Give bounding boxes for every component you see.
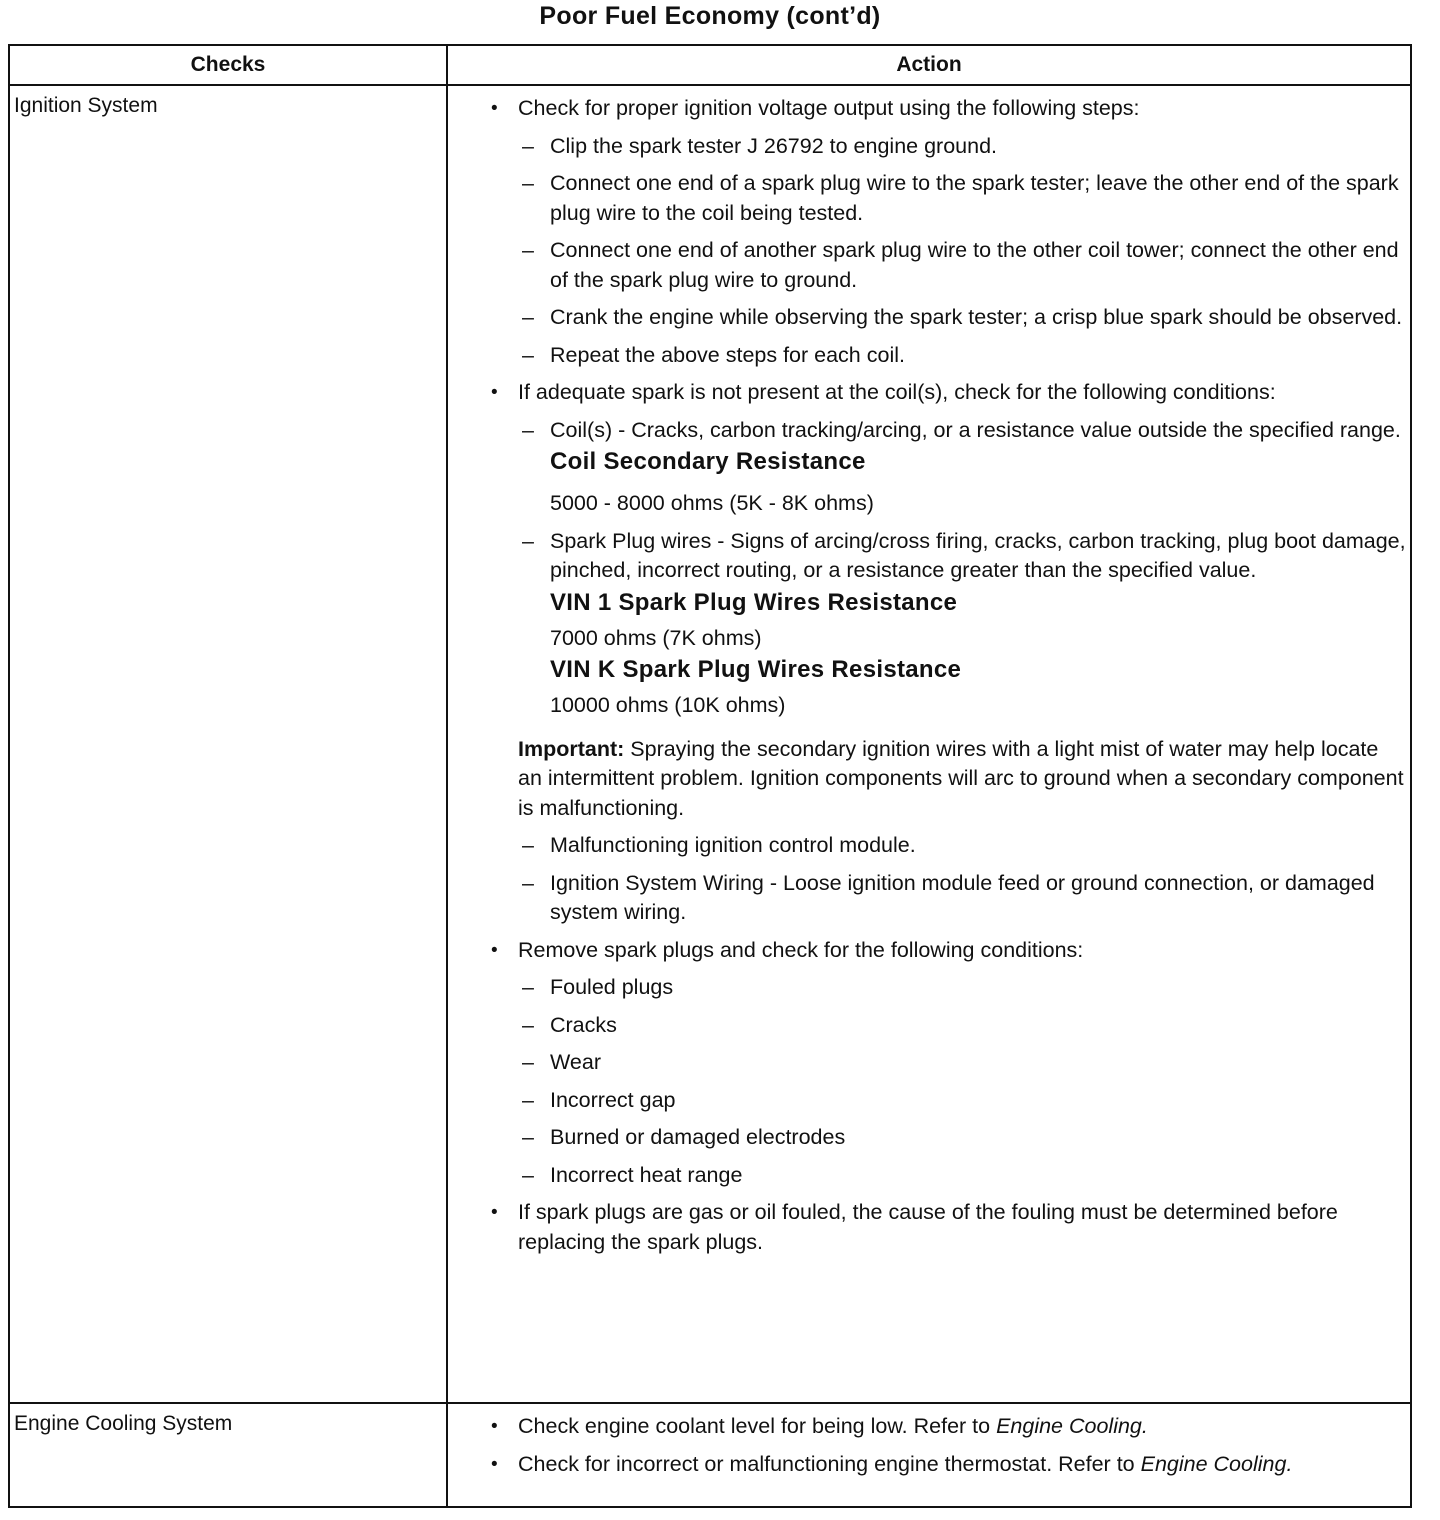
important-text: Spraying the secondary ignition wires with a light mist of water may help locate an intermittent problem. Ignition components will arc to ground when a secondary component is malfunctioning.: [518, 736, 1404, 820]
dash-item: – Incorrect gap: [448, 1086, 1406, 1116]
bullet-item: • If spark plugs are gas or oil fouled, the cause of the fouling must be determined before replacing the spark plugs.: [448, 1198, 1406, 1257]
dash-item: – Crank the engine while observing the spark tester; a crisp blue spark should be observed.: [448, 303, 1406, 333]
checks-column-header: Checks: [9, 45, 447, 85]
important-note: [448, 735, 1406, 824]
bullet-item: • Remove spark plugs and check for the following conditions:: [448, 936, 1406, 966]
page-title: Poor Fuel Economy (cont’d): [539, 2, 881, 30]
spec-value: 5000 - 8000 ohms (5K - 8K ohms): [550, 491, 874, 515]
dash-item: – Coil(s) - Cracks, carbon tracking/arcing, or a resistance value outside the specified range.: [448, 416, 1406, 446]
check-ignition-system: Ignition System: [9, 85, 447, 1403]
bullet-item: • If adequate spark is not present at the coil(s), check for the following conditions:: [448, 378, 1406, 408]
bullet-text: Check for incorrect or malfunctioning engine thermostat. Refer to: [518, 1451, 1141, 1476]
dash-item: – Burned or damaged electrodes: [448, 1123, 1406, 1153]
diagnostic-table: [8, 44, 1412, 1508]
dash-item: – Connect one end of a spark plug wire to the spark tester; leave the other end of the spark plug wire to the coil being tested.: [448, 169, 1406, 228]
dash-item: – Clip the spark tester J 26792 to engine ground.: [448, 132, 1406, 162]
dash-item: – Cracks: [448, 1011, 1406, 1041]
reference-link: Engine Cooling.: [996, 1414, 1148, 1438]
reference-link: Engine Cooling.: [1140, 1451, 1293, 1476]
table-header-row: [9, 45, 1411, 85]
spec-value: 7000 ohms (7K ohms): [550, 625, 762, 650]
important-label: Important:: [518, 736, 625, 761]
action-cell-cooling: [447, 1403, 1411, 1507]
spec-value: 10000 ohms (10K ohms): [550, 693, 786, 717]
action-cell-ignition: [447, 85, 1411, 1403]
bullet-item: • Check for proper ignition voltage output using the following steps:: [448, 94, 1406, 124]
bullet-text: Check engine coolant level for being low. Refer to: [518, 1414, 997, 1438]
check-engine-cooling-system: Engine Cooling System: [9, 1403, 447, 1507]
dash-item: – Spark Plug wires - Signs of arcing/cross firing, cracks, carbon tracking, plug boot damage, pinched, incorrect routing, or a resistance greater than the specified value.: [448, 527, 1406, 586]
dash-item: – Fouled plugs: [448, 973, 1406, 1003]
action-column-header: Action: [447, 45, 1411, 85]
dash-item: – Ignition System Wiring - Loose ignition module feed or ground connection, or damaged system wiring.: [448, 869, 1406, 928]
bullet-item: [448, 1412, 1406, 1442]
spec-title: Coil Secondary Resistance: [550, 448, 866, 475]
dash-item: – Wear: [448, 1048, 1406, 1078]
dash-item: – Connect one end of another spark plug wire to the other coil tower; connect the other end of the spark plug wire to ground.: [448, 236, 1406, 295]
dash-item: – Incorrect heat range: [448, 1161, 1406, 1191]
dash-item: – Repeat the above steps for each coil.: [448, 341, 1406, 371]
spec-title: VIN K Spark Plug Wires Resistance: [550, 656, 962, 683]
table-row: [9, 1403, 1411, 1507]
dash-item: – Malfunctioning ignition control module.: [448, 831, 1406, 861]
spec-title: VIN 1 Spark Plug Wires Resistance: [550, 588, 958, 616]
bullet-item: [448, 1450, 1406, 1480]
table-row: [9, 85, 1411, 1403]
